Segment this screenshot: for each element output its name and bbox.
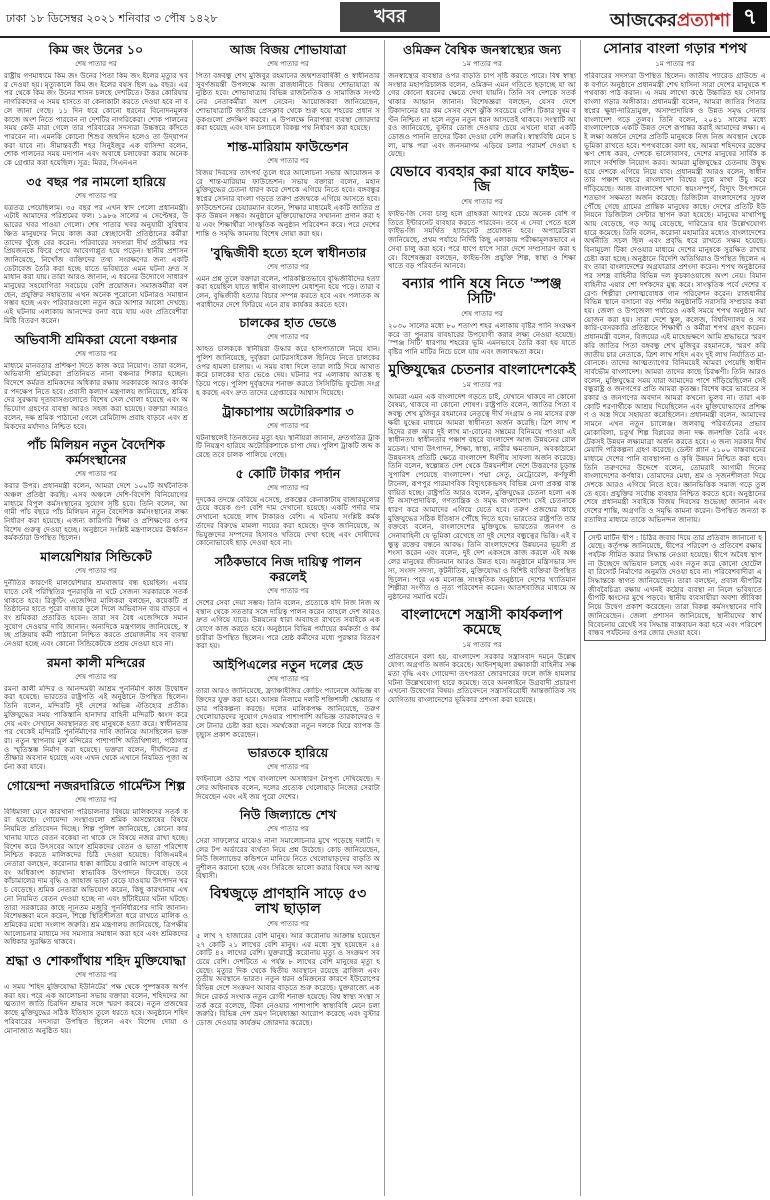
- article-headline: ৫ কোটি টাকার পর্দান: [235, 465, 341, 481]
- continuation-note: শেষ পাতার পর: [267, 763, 309, 772]
- article-body: আহত চালককে স্থানীয়রা উদ্ধার করে হাসপাতালে নিয়ে যান। পুলিশ জানিয়েছে, দুর্বৃত্তরা মোটরসাইকেল ছিনিয়ে নিতে চালকের ওপর হামলা চালায়। এ সময় বাধা দিলে তারা লাঠি দিয়ে আঘাত করে চালকের হাত ভেঙে দেয়। ঘটনার পর এলাকায় আতঙ্ক ছড়িয়ে পড়ে। পুলিশ দুর্বৃত্তদের শনাক্ত করতে সিসিটিভি ফুটেজ সংগ্রহ করছে এবং দ্রুত তাদের গ্রেপ্তারের আশ্বাস দিয়েছে।: [196, 345, 380, 397]
- continuation-note: শেষ পাতার পর: [267, 421, 309, 430]
- article-body: সেন্ট মার্টিন দ্বীপ : চিঠির জবাব দিয়ে তার প্রতিবাদ জানানো হয়েছে। কর্তৃপক্ষ জানিয়েছে, দ্বীপের পরিবেশ ও প্রতিবেশ রক্ষায় পর্যটক সীমিত করার সিদ্ধান্ত নেওয়া হয়েছে। দ্বীপে অবৈধ স্থাপনা উচ্ছেদে অভিযান চলছে এবং নতুন করে কোনো হোটেল বা রিসোর্ট নির্মাণের অনুমতি দেওয়া হবে না। পরিবেশবাদীরা এ সিদ্ধান্তকে স্বাগত জানিয়েছেন। তারা বলছেন, প্রবাল দ্বীপটির জীববৈচিত্র্য রক্ষায় এখনই কঠোর ব্যবস্থা না নিলে ভবিষ্যতে দ্বীপটি ধ্বংসের মুখে পড়বে। স্থানীয় ব্যবসায়ীরা অবশ্য জীবিকা নিয়ে উদ্বেগ প্রকাশ করেছেন। তারা বিকল্প কর্মসংস্থানের দাবি জানিয়েছেন। জেলা প্রশাসন জানিয়েছে, স্থানীয়দের স্বার্থ বিবেচনায় রেখেই সব সিদ্ধান্ত বাস্তবায়ন করা হবে এবং পরিবেশবান্ধব পর্যটনের ওপর জোর দেওয়া হবে।: [588, 533, 762, 638]
- continuation-note: শেষ পাতার পর: [267, 483, 309, 492]
- continuation-note: শেষ পাতার পর: [267, 919, 309, 928]
- continuation-note: শেষ পাতার পর: [267, 262, 309, 271]
- article-body: দুদকের তদন্তে বেরিয়ে এসেছে, প্রকল্পের কেনাকাটায় বাজারমূল্যের চেয়ে কয়েক গুণ বেশি দাম দেখানো হয়েছে। একটি পর্দার দাম দেখানো হয়েছে লাখ টাকারও বেশি। এ ঘটনায় সংশ্লিষ্ট কর্মকর্তাদের বিরুদ্ধে মামলা দায়ের করা হয়েছে। দুদক জানিয়েছে, অভিযুক্তদের সম্পদের হিসাবও খতিয়ে দেখা হচ্ছে এবং দোষীদের কোনোভাবেই ছাড় দেওয়া হবে না।: [196, 495, 380, 548]
- article-headline: আইপিএলের নতুন দলের হেড: [213, 657, 363, 673]
- article-headline: অভিবাসী শ্রমিকরা যেনো বঞ্চনার: [14, 331, 178, 347]
- continuation-note: শেষ পাতার পর: [75, 672, 117, 681]
- continuation-note: শেষ পাতার পর: [267, 675, 309, 684]
- article-headline: বিশ্বজুড়ে প্রাণহানি সাড়ে ৫৩ লাখ ছাড়াল: [209, 885, 367, 917]
- article-body: রাষ্ট্রীয় গণমাধ্যমে কিম জং উনের পিতা কিম জং ইলের মৃত্যুর খবর দেওয়া হয়। মৃত্যুকালে কিম জং ইলের বয়স ছিল ৬৯ বছর। এরপর থেকে কিম জং উনের শাসন চলছে দেশটিতে। উত্তর কোরিয়ার নাগরিকদের এ সময় হাসতে বা কেনাকাটা করতে দেওয়া হবে না বলে জানা গেছে। ১১ দিন ধরে কোনো ধরনের বিনোদনমূলক কাজে অংশ নিতে পারবেন না দেশটির নাগরিকেরা। শোক পালনের সময় কেউ মারা গেলে তার পরিবারের সদস্যরা উচ্চস্বরে কাঁদতে পারবেন না। এমনকি কোনো শিশুর জন্মদিন হলেও তা উদ্‌যাপন করা যাবে না। সীমান্তবর্তী শহর সিনুইজুর এক বাসিন্দা বলেন, শোক পালনের সময় মদ্যপান এবং অবাধে চলাফেরা করায় অনেককে গ্রেপ্তার করা হয়েছিল। সূত্র: মিরর, সিএনএন: [4, 72, 188, 168]
- article-body: তারা আরও জানিয়েছে, ফ্র্যাঞ্চাইজির কোচিং প্যানেলে অভিজ্ঞ ব্যক্তিদের যুক্ত করা হবে। আসন্ন নিলামে দলটি শক্তিশালী স্কোয়াড গড়ার পরিকল্পনা করছে। দলের মালিকপক্ষ জানিয়েছে, তরুণ খেলোয়াড়দের সুযোগ দেওয়ার পাশাপাশি অভিজ্ঞ তারকাদেরও দলে টানার চেষ্টা করা হবে। সমর্থকেরা নতুন দলকে ঘিরে ব্যাপক উচ্ছ্বাস প্রকাশ করেছেন।: [196, 687, 380, 739]
- article-body: ফাইভ-জি সেবা চালু হলে গ্রাহকরা আগের চেয়ে অনেক বেশি গতিতে ইন্টারনেট ব্যবহার করতে পারবেন। তবে এ সেবা পেতে হলে ফাইভ-জি সমর্থিত হ্যান্ডসেট প্রয়োজন হবে। অপারেটররা জানিয়েছে, প্রথম পর্যায়ে নির্দিষ্ট কিছু এলাকায় পরীক্ষামূলকভাবে এ সেবা চালু করা হবে। পরে ধাপে ধাপে সারা দেশে সম্প্রসারণ করা হবে। বিশেষজ্ঞরা বলছেন, ফাইভ-জি প্রযুক্তি শিল্প, স্বাস্থ্য ও শিক্ষা খাতে বড় পরিবর্তন আনবে।: [388, 210, 576, 271]
- article-headline: সোনার বাংলা গড়ার শপথ: [603, 41, 747, 57]
- article-body: ফাইনালে ওঠার পথে বাংলাদেশ অসাধারণ নৈপুণ্য দেখিয়েছে। দলের অধিনায়ক বলেন, দলের প্রত্যেক খেলোয়াড় নিজের সেরাটা দিয়েছেন এবং এই জয় পুরো দেশের।: [196, 775, 380, 801]
- article-body: বিজয় দিবসের তাৎপর্য তুলে ধরে আলোচনা সভার আয়োজন করে শান্ত-মারিয়াম ফাউন্ডেশন। সভায় বক্তারা বলেন, মহান মুক্তিযুদ্ধের চেতনা ধারণ করে দেশকে এগিয়ে নিতে হবে। বঙ্গবন্ধুর স্বপ্নের সোনার বাংলা গড়তে তরুণ প্রজন্মকে এগিয়ে আসতে হবে। ফাউন্ডেশনের চেয়ারম্যান বলেন, শিক্ষার মাধ্যমেই একটি জাতির প্রকৃত উন্নয়ন সম্ভব। অনুষ্ঠানে মুক্তিযোদ্ধাদের সম্মাননা প্রদান করা হয় এবং শিক্ষার্থীরা সাংস্কৃতিক অনুষ্ঠান পরিবেশন করে। পরে দেশের শান্তি ও সমৃদ্ধি কামনায় বিশেষ দোয়া করা হয়।: [196, 168, 380, 238]
- news-article: [196, 657, 380, 739]
- article-body: রমনা কালী মন্দির ও আনন্দময়ী আশ্রম পুনর্নির্মাণ কাজ উদ্বোধন করা হয়েছে। ভারতের রাষ্ট্রপতি এই অনুষ্ঠানে উপস্থিত ছিলেন। তিনি বলেন, মন্দিরটি দুই দেশের অভিন্ন ঐতিহ্যের প্রতীক। মুক্তিযুদ্ধের সময় পাকিস্তানি হানাদার বাহিনী মন্দিরটি ধ্বংস করে দেয় এবং সেখানে অবস্থানরত বহু মানুষকে হত্যা করে। স্বাধীনতার পর থেকেই মন্দিরটি পুনর্নির্মাণের দাবি জানিয়ে আসছিলেন ভক্তরা। নতুন স্থাপনায় মূল মন্দিরের পাশাপাশি অতিথিশালা, পাঠাগার ও স্মৃতিস্তম্ভ নির্মাণ করা হয়েছে। ভক্তরা বলেন, দীর্ঘদিনের প্রতীক্ষার অবসান হয়েছে এবং এখন থেকে এখানে নিয়মিত পূজা অর্চনা করা যাবে।: [4, 684, 188, 772]
- article-body: ঘটনাস্থলেই তিনজনের মৃত্যু হয়। স্থানীয়রা জানান, দ্রুতগতির ট্রাকটি নিয়ন্ত্রণ হারিয়ে অটোরিকশাকে চাপা দেয়। পুলিশ ট্রাকটি জব্দ করেছে তবে চালক পালিয়ে গেছে।: [196, 433, 380, 459]
- section-label: খবর: [340, 2, 440, 32]
- article-headline: বাংলাদেশে সন্ত্রাসী কার্যকলাপ কমেছে: [401, 606, 563, 638]
- continuation-note: শেষ পাতার পর: [75, 349, 117, 358]
- page-number: ৭: [733, 2, 767, 32]
- continuation-note: শেষ পাতার পর: [75, 971, 117, 980]
- news-article: [196, 139, 380, 239]
- news-article: [4, 332, 188, 432]
- continuation-note: শেষ পাতার পর: [75, 191, 117, 200]
- article-headline: যেভাবে ব্যবহার করা যাবে ফাইভ-জি: [389, 164, 575, 196]
- news-article: [4, 549, 188, 649]
- news-article: [4, 953, 188, 1035]
- article-headline: ট্রাকচাপায় অটোরিকশার ৩: [222, 403, 354, 419]
- continuation-note: শেষ পাতার পর: [461, 198, 503, 207]
- column-1: [4, 40, 193, 1196]
- news-article: [388, 608, 576, 705]
- article-headline: চালকের হাত ভেঙে: [239, 315, 337, 331]
- news-article: [388, 277, 576, 357]
- newspaper-logo: [610, 6, 730, 37]
- continuation-note: শেষ পাতার পর: [75, 567, 117, 576]
- continuation-note: শেষ পাতার পর: [461, 309, 503, 318]
- continuation-note: শেষ পাতার পর: [267, 333, 309, 342]
- article-headline: রমনা কালী মন্দিরের: [46, 654, 146, 670]
- article-headline: মুক্তিযুদ্ধের চেতনার বাংলাদেশকেই: [388, 361, 576, 378]
- article-headline: আজ বিজয় শোভাযাত্রা: [229, 42, 347, 57]
- news-article: [584, 531, 766, 641]
- news-article: [196, 245, 380, 310]
- news-article: [4, 42, 188, 168]
- news-article: [4, 655, 188, 772]
- continuation-note: শেষ পাতার পর: [267, 60, 309, 68]
- continuation-note: শেষ পাতার পর: [75, 795, 117, 804]
- article-body: সেরা সাফল্যের মাঝেও নানা সমালোচনার মুখে পড়েছে দলটি। দলের টপ অর্ডারের ব্যর্থতা নিয়ে প্রশ্ন উঠেছে। কোচ জানিয়েছেন, নিউ জিল্যান্ডের কন্ডিশনে মানিয়ে নিতে খেলোয়াড়দের বাড়তি অনুশীলন করানো হচ্ছে এবং সিরিজে ভালো করার বিষয়ে দল আত্মবিশ্বাসী।: [196, 837, 380, 881]
- news-article: [196, 745, 380, 801]
- news-article: [388, 165, 576, 271]
- date-line: ঢাকা ১৮ ডিসেম্বর ২০২১ শনিবার ৩ পৌষ ১৪২৮: [6, 12, 218, 25]
- news-article: [196, 315, 380, 397]
- article-headline: পাঁচ মিলিয়ন নতুন বৈদেশিক কর্মসংস্থানের: [27, 437, 165, 468]
- article-headline: ভারতকে হারিয়ে: [247, 745, 329, 761]
- news-article: [388, 363, 576, 602]
- continuation-note: শেষ পাতার পর: [75, 470, 117, 479]
- article-body: দুর্নীতির কারণেই মালয়েশিয়ার শ্রমবাজার বন্ধ হয়েছিল। এবার যাতে সেই পরিস্থিতির পুনরাবৃত্তি না ঘটে সেজন্য সরকারকে সতর্ক থাকতে হবে। রিক্রুটিং এজেন্সির মালিকরা বলছেন, কয়েকটি প্রতিষ্ঠানের হাতে পুরো বাজার তুলে দিলে অভিবাসন ব্যয় বাড়বে এবং শ্রমিকরা প্রতারিত হবেন। তারা সব বৈধ এজেন্সিকে সমান সুযোগ দেওয়ার দাবি জানান। অন্যদিকে মন্ত্রণালয় জানিয়েছে, স্বচ্ছ প্রক্রিয়ায় কর্মী পাঠানো নিশ্চিত করতে প্রয়োজনীয় সব ব্যবস্থা নেওয়া হচ্ছে এবং কোনো সিন্ডিকেটকে প্রশ্রয় দেওয়া হবে না।: [4, 579, 188, 649]
- continuation-note: শেষ পাতার পর: [267, 156, 309, 165]
- article-body: জনস্বাস্থ্যের ব্যবস্থার ওপর বাড়তি চাপ সৃষ্টি করতে পারে। বিশ্ব স্বাস্থ্য সংস্থার মহাপরিচালক বলেন, ওমিক্রন এমন গতিতে ছড়াচ্ছে যা আগের কোনো ধরনের ক্ষেত্রে দেখা যায়নি। তিনি সব দেশকে সতর্ক থাকার আহ্বান জানান। বিশেষজ্ঞরা বলছেন, যেসব দেশে টিকাদানের হার কম সেসব দেশে ঝুঁকি সবচেয়ে বেশি। টিকার সুষম বণ্টন নিশ্চিত না হলে নতুন নতুন ধরন আসতেই থাকবে। সংস্থাটি আরও জানিয়েছে, বুস্টার ডোজ দেওয়ার চেয়ে এখনো যারা একটি ডোজও পাননি তাদের টিকা দেওয়া বেশি জরুরি। স্বাস্থ্যবিধি মেনে চলা, মাস্ক পরা এবং জনসমাগম এড়িয়ে চলার পরামর্শ দেওয়া হয়েছে।: [388, 72, 576, 159]
- column-2: [196, 40, 385, 1196]
- article-headline: গোয়েন্দা নজরদারিতে গার্মেন্টস শিল্প: [6, 777, 186, 793]
- article-headline: সঠিকভাবে নিজ দায়িত্ব পালন করলেই: [214, 553, 362, 584]
- article-body: আমরা এমন এক বাংলাদেশ গড়তে চাই, যেখানে থাকবে না কোনো বৈষম্য, থাকবে না কোনো শোষণ। রাষ্ট্রপতি বলেন, জাতির পিতা বঙ্গবন্ধু শেখ মুজিবুর রহমানের নেতৃত্বে দীর্ঘ সংগ্রাম ও নয় মাসের রক্তক্ষয়ী যুদ্ধের মাধ্যমে আমরা স্বাধীনতা অর্জন করেছি। ত্রিশ লাখ শহিদের রক্ত আর দুই লাখ মা-বোনের সম্ভ্রমের বিনিময়ে পাওয়া এই স্বাধীনতা। স্বাধীনতার পঞ্চাশ বছরে বাংলাদেশ আজ উন্নয়নের রোল মডেল। খাদ্য উৎপাদন, শিক্ষা, স্বাস্থ্য, নারীর ক্ষমতায়ন, অবকাঠামো উন্নয়নসহ প্রতিটি ক্ষেত্রে বাংলাদেশ ঈর্ষণীয় সাফল্য অর্জন করেছে। তিনি বলেন, স্বল্পোন্নত দেশ থেকে উন্নয়নশীল দেশে উত্তরণের চূড়ান্ত সুপারিশ পেয়েছে বাংলাদেশ। পদ্মা সেতু, মেট্রোরেল, কর্ণফুলী টানেল, রূপপুর পারমাণবিক বিদ্যুৎকেন্দ্রসহ বিভিন্ন মেগা প্রকল্প বাস্তবায়িত হচ্ছে। রাষ্ট্রপতি আরও বলেন, মুক্তিযুদ্ধের চেতনা হলো একটি অসাম্প্রদায়িক, গণতান্ত্রিক ও সমৃদ্ধ বাংলাদেশ। সেই চেতনাকে ধারণ করে আমাদের এগিয়ে যেতে হবে। তরুণ প্রজন্মের কাছে মুক্তিযুদ্ধের সঠিক ইতিহাস পৌঁছে দিতে হবে। ভারতের রাষ্ট্রপতি তার বক্তব্যে বলেন, বাংলাদেশের মুক্তিযুদ্ধে ভারতের জনগণ ও সেনাবাহিনী যে ভূমিকা রেখেছে তা দুই দেশের বন্ধুত্বের ভিত্তি। এই বন্ধুত্ব রক্তের বন্ধনে আবদ্ধ। তিনি বাংলাদেশের উন্নয়নের ভূয়সী প্রশংসা করেন এবং বলেন, দুই দেশ একসঙ্গে কাজ করলে এই অঞ্চলের মানুষের জীবনমান আরও উন্নত হবে। অনুষ্ঠানে মন্ত্রিসভার সদস্য, সংসদ সদস্য, কূটনীতিক, মুক্তিযোদ্ধা ও বিশিষ্ট ব্যক্তিরা উপস্থিত ছিলেন। পরে এক মনোজ্ঞ সাংস্কৃতিক অনুষ্ঠানে দেশের খ্যাতিমান শিল্পীরা সংগীত ও নৃত্য পরিবেশন করেন। আতশবাজির মাধ্যমে অনুষ্ঠানের সমাপ্তি ঘটে।: [388, 392, 576, 601]
- article-body: এ সময় 'শহিদ মুক্তিযোদ্ধা ইউনিটের' পক্ষ থেকে পুষ্পস্তবক অর্পণ করা হয়। পরে এক আলোচনা সভায় বক্তারা বলেন, শহিদদের আত্মত্যাগ জাতি চিরদিন শ্রদ্ধার সঙ্গে স্মরণ করবে। নতুন প্রজন্মের কাছে মুক্তিযুদ্ধের সঠিক ইতিহাস তুলে ধরতে হবে। অনুষ্ঠানে শহিদ পরিবারের সদস্যরা উপস্থিত ছিলেন এবং বিশেষ দোয়া ও মোনাজাত অনুষ্ঠিত হয়।: [4, 983, 188, 1035]
- article-body: বিধিমালা মেনে কারখানা পরিচালনার বিষয়ে মালিকদের সতর্ক করা হয়েছে। গোয়েন্দা সংস্থাগুলো শ্রমিক অসন্তোষের বিষয়ে নিয়মিত প্রতিবেদন দিচ্ছে। শিল্প পুলিশ জানিয়েছে, কোনো কারখানায় যাতে বেতন বকেয়া না থাকে সে বিষয়ে নজর রাখা হচ্ছে। বিশেষ করে উৎসবের আগে শ্রমিকদের বেতন ও ভাতা পরিশোধ নিশ্চিত করতে মালিকদের চিঠি দেওয়া হয়েছে। বিজিএমইএ নেতারা বলছেন, করোনার ধাক্কা কাটিয়ে রপ্তানি আদেশ বাড়ছে এবং অধিকাংশ কারখানা স্বাভাবিক উৎপাদনে ফিরেছে। তবে কাঁচামালের দাম বৃদ্ধি ও জাহাজ ভাড়া বেড়ে যাওয়ায় উৎপাদন খরচ বেড়েছে। শ্রমিক নেতারা অভিযোগ করেন, কিছু কারখানায় এখনো নিয়মিত বেতন দেওয়া হচ্ছে না এবং ছাঁটাইয়ের ঘটনা ঘটছে। তারা সরকারের কাছে ন্যূনতম মজুরি পুনর্নির্ধারণের দাবি জানান। বিশেষজ্ঞরা মনে করেন, শিল্পে স্থিতিশীলতা ধরে রাখতে মালিক ও শ্রমিকের মধ্যে সংলাপ জরুরি। শ্রম মন্ত্রণালয় জানিয়েছে, ত্রিপক্ষীয় আলোচনার মাধ্যমে সব সমস্যার সমাধান করা হবে এবং শ্রমিকদের অধিকার সুরক্ষিত থাকবে।: [4, 807, 188, 947]
- news-article: [584, 42, 766, 525]
- news-article: [196, 466, 380, 548]
- news-article: [196, 42, 380, 133]
- continuation-note: শেষ পাতার পর: [267, 825, 309, 834]
- news-article: [4, 778, 188, 947]
- article-headline: শ্রদ্ধা ও শোকগাঁথায় শহিদ মুক্তিযোদ্ধা: [6, 953, 186, 969]
- continuation-note: শেষ পাতার পর: [267, 586, 309, 595]
- continuation-note: শেষ পাতার পর: [75, 60, 117, 68]
- news-article: [196, 887, 380, 1028]
- article-body: পরিবারের সদস্যরা উপস্থিত ছিলেন। জাতীয় প্যারেড গ্রাউন্ডে এক বর্ণাঢ্য অনুষ্ঠানে প্রধানমন্ত্রী শেখ হাসিনা সারা দেশের মানুষকে শপথবাক্য পাঠ করান। এ সময় লাখো কণ্ঠে উচ্চারিত হয় সোনার বাংলা গড়ার অঙ্গীকার। প্রধানমন্ত্রী বলেন, আমরা জাতির পিতার স্বপ্নের ক্ষুধা-দারিদ্র্যমুক্ত, অসাম্প্রদায়িক ও উন্নত সমৃদ্ধ সোনার বাংলাদেশ গড়ে তুলব। তিনি বলেন, ২০৪১ সালের মধ্যে বাংলাদেশকে একটি উন্নত দেশে রূপান্তর করাই আমাদের লক্ষ্য। এই লক্ষ্য অর্জনে দেশের প্রতিটি মানুষকে নিজ নিজ অবস্থান থেকে ভূমিকা রাখতে হবে। শপথবাক্যে বলা হয়, আমরা শহিদদের রক্তের ঋণ শোধ করব, দেশকে ভালোবাসব, দেশের মানুষের সার্বিক কল্যাণে সর্বশক্তি নিয়োগ করব। আমরা মুক্তিযুদ্ধের চেতনায় উদ্বুদ্ধ হয়ে দেশকে এগিয়ে নিয়ে যাব। প্রধানমন্ত্রী আরও বলেন, স্বাধীনতার পঞ্চাশ বছরে বাংলাদেশ বিশ্বের বুকে মাথা উঁচু করে দাঁড়িয়েছে। আজ বাংলাদেশ খাদ্যে স্বয়ংসম্পূর্ণ, বিদ্যুৎ উৎপাদনে শতভাগ সক্ষমতা অর্জন করেছে। ডিজিটাল বাংলাদেশের সুফল পৌঁছে গেছে গ্রামের প্রান্তিক মানুষের কাছে। দেশের প্রতিটি ইউনিয়নে ডিজিটাল সেন্টার স্থাপন করা হয়েছে। মানুষের মাথাপিছু আয় বেড়েছে, গড় আয়ু বেড়েছে, দারিদ্র্যের হার উল্লেখযোগ্য হারে কমেছে। তিনি বলেন, করোনা মহামারির মধ্যেও বাংলাদেশের অর্থনীতি সচল ছিল এবং প্রবৃদ্ধি ধরে রাখতে সক্ষম হয়েছে। বিনামূল্যে টিকা দেওয়ার মাধ্যমে দেশের মানুষকে সুরক্ষিত রাখার চেষ্টা করা হচ্ছে। অনুষ্ঠানে বিদেশি অতিথিরাও উপস্থিত ছিলেন এবং তারা বাংলাদেশের অগ্রযাত্রার প্রশংসা করেন। শপথ অনুষ্ঠানের পর সশস্ত্র বাহিনীর বিভিন্ন দল কুচকাওয়াজে অংশ নেয়। বিমান বাহিনীর এয়ার শো দর্শকদের মুগ্ধ করে। সাংস্কৃতিক পর্বে দেশের বরেণ্য শিল্পীরা দেশাত্মবোধক গান পরিবেশন করেন। রাজধানীর বিভিন্ন স্থানে বসানো বড় পর্দায় অনুষ্ঠানটি সরাসরি সম্প্রচার করা হয়। জেলা ও উপজেলা পর্যায়েও একই সময়ে শপথ অনুষ্ঠান আয়োজন করা হয়। সারা দেশে স্কুল, কলেজ, বিশ্ববিদ্যালয় ও সরকারি-বেসরকারি প্রতিষ্ঠানে শিক্ষার্থী ও কর্মীরা শপথ গ্রহণ করেন। প্রধানমন্ত্রী বলেন, বিজয়ের এই মাহেন্দ্রক্ষণে আমি শ্রদ্ধাভরে স্মরণ করি জাতির পিতা বঙ্গবন্ধু শেখ মুজিবুর রহমানকে, স্মরণ করি জাতীয় চার নেতাকে, ত্রিশ লাখ শহিদ এবং দুই লাখ নির্যাতিত মা-বোনকে। তাদের আত্মত্যাগের বিনিময়েই আমরা পেয়েছি স্বাধীন সার্বভৌম বাংলাদেশ। আমরা তাদের কাছে চিরঋণী। তিনি আরও বলেন, মুক্তিযুদ্ধের সময় যারা আমাদের পাশে দাঁড়িয়েছিলেন সেই বন্ধুরাষ্ট্র ও জনগণের প্রতি আমরা কৃতজ্ঞ। বিশেষ করে ভারতের সরকার ও জনগণের অবদান আমরা কখনো ভুলব না। তারা এক কোটি শরণার্থীকে আশ্রয় দিয়েছিলেন এবং মুক্তিযোদ্ধাদের প্রশিক্ষণ ও অস্ত্র দিয়ে সহায়তা করেছিলেন। প্রধানমন্ত্রী বলেন, আমাদের সামনে এখন নতুন চ্যালেঞ্জ। জলবায়ু পরিবর্তনের প্রভাব মোকাবিলা, চতুর্থ শিল্প বিপ্লবের জন্য দক্ষ জনশক্তি তৈরি এবং টেকসই উন্নয়ন লক্ষ্যমাত্রা অর্জন করতে হবে। এ জন্য সরকার দীর্ঘমেয়াদি পরিকল্পনা গ্রহণ করেছে। ডেল্টা প্ল্যান ২১০০ বাস্তবায়নের মাধ্যমে দেশের পানি ব্যবস্থাপনা ও কৃষি উন্নয়ন নিশ্চিত করা হবে। তিনি তরুণদের উদ্দেশে বলেন, তোমরাই আগামী দিনের বাংলাদেশের কর্ণধার। তোমাদের মেধা, শ্রম ও সৃজনশীলতা দিয়ে দেশকে আরও এগিয়ে নিতে হবে। জ্ঞানভিত্তিক সমাজ গড়ে তুলতে হবে। প্রযুক্তির সর্বোচ্চ ব্যবহার নিশ্চিত করতে হবে। অনুষ্ঠানের শেষে প্রধানমন্ত্রী সবাইকে বিজয় দিবসের শুভেচ্ছা জানান এবং দেশের শান্তি, অগ্রগতি ও সমৃদ্ধি কামনা করেন। উপস্থিত জনতা করতালির মাধ্যমে তাকে অভিনন্দন জানায়।: [584, 72, 766, 524]
- article-body: ৫ লাখ ৭ হাজারের বেশি মানুষ। আর করোনায় আক্রান্ত হয়েছেন ২৭ কোটি ২১ লাখের বেশি মানুষ। এর মধ্যে সুস্থ হয়েছেন ২৪ কোটি ৪২ লাখের বেশি। যুক্তরাষ্ট্রে করোনায় মৃত্যু ও সংক্রমণ সবচেয়ে বেশি। দেশটিতে এ পর্যন্ত ৮ লাখের বেশি মানুষের মৃত্যু হয়েছে। মৃত্যুর দিক থেকে দ্বিতীয় অবস্থানে রয়েছে ব্রাজিল এবং তৃতীয় অবস্থানে ভারত। নতুন ধরন ওমিক্রনের কারণে ইউরোপের বিভিন্ন দেশে সংক্রমণ আবার বাড়তে শুরু করেছে। যুক্তরাজ্যে এক দিনে রেকর্ড সংখ্যক নতুন রোগী শনাক্ত হয়েছে। বিশ্ব স্বাস্থ্য সংস্থা সতর্ক করে বলেছে, টিকা নেওয়ার পাশাপাশি স্বাস্থ্যবিধি মেনে চলা জরুরি। বিভিন্ন দেশ ভ্রমণ নিষেধাজ্ঞা আরোপ করেছে এবং বুস্টার ডোজ দেওয়ার কার্যক্রম জোরদার করেছে।: [196, 931, 380, 1027]
- news-article: [196, 554, 380, 651]
- article-body: মাধ্যমে মানবতার প্রশিক্ষণ দিতে কাজ করে নিয়োগ। তারা বলেন, অভিবাসী শ্রমিকেরা প্রতিনিয়ত নানা বঞ্চনার শিকার হচ্ছেন। বিদেশে কর্মরত শ্রমিকদের অধিকার রক্ষায় সরকারকে আরও কার্যকর পদক্ষেপ নিতে হবে। প্রবাসী কল্যাণ মন্ত্রণালয় জানিয়েছে, শ্রমিকদের সুরক্ষায় দূতাবাসগুলোতে বিশেষ সেল খোলা হয়েছে এবং অভিযোগ গ্রহণের ব্যবস্থা আরও সহজ করা হয়েছে। বক্তারা আরও বলেন, দক্ষ শ্রমিক পাঠানো গেলে রেমিট্যান্স প্রবাহ বাড়বে এবং শ্রমিকদের মর্যাদাও নিশ্চিত হবে।: [4, 361, 188, 431]
- article-headline: 'বুদ্ধিজীবী হত্যে হলে স্বাধীনতার: [209, 244, 367, 260]
- article-body: দেশের সেবা দেয়া সম্ভব। তিনি বলেন, প্রত্যেকে যদি নিজ নিজ অবস্থান থেকে সততার সঙ্গে দায়িত্ব পালন করেন তাহলে দেশ আরও দ্রুত এগিয়ে যাবে। উন্নয়নের ধারা অব্যাহত রাখতে সবাইকে একযোগে কাজ করতে হবে। অনুষ্ঠানে বিভিন্ন পর্যায়ের কর্মকর্তা ও কর্মচারীরা উপস্থিত ছিলেন। পরে শ্রেষ্ঠ কর্মীদের মধ্যে পুরস্কার বিতরণ করা হয়।: [196, 598, 380, 651]
- article-body: পিতা বঙ্গবন্ধু শেখ মুজিবুর রহমানের জন্মশতবার্ষিকী ও স্বাধীনতার সুবর্ণজয়ন্তী উপলক্ষে আজ রাজধানীতে বিজয় শোভাযাত্রা অনুষ্ঠিত হবে। শোভাযাত্রায় বিভিন্ন রাজনৈতিক ও সামাজিক সংগঠনের নেতাকর্মীরা অংশ নেবেন। আয়োজকরা জানিয়েছেন, শোভাযাত্রাটি জাতীয় প্রেসক্লাব থেকে শুরু হয়ে শহরের প্রধান সড়কগুলো প্রদক্ষিণ করবে। এ উপলক্ষে নিরাপত্তা ব্যবস্থা জোরদার করা হয়েছে এবং যান চলাচলে বিকল্প পথ নির্ধারণ করা হয়েছে।: [196, 72, 380, 133]
- column-3: [388, 40, 581, 1196]
- article-headline: ওমিক্রন বৈশ্বিক জনস্বাস্থ্যের জন্য: [402, 42, 562, 57]
- news-article: [196, 404, 380, 460]
- article-body: ২০৩০ সালের মধ্যে ৮০ শতাংশ শহর এলাকায় বৃষ্টির পানি সংরক্ষণ করে তা পুনরায় ব্যবহারের উপযোগী করার লক্ষ্য নেওয়া হয়েছে। 'স্পঞ্জ সিটি' ধারণায় শহরের ভূমি এমনভাবে তৈরি করা হয় যাতে বৃষ্টির পানি মাটির নিচে চলে যায় এবং জলাবদ্ধতা কমে।: [388, 321, 576, 357]
- continuation-note: ১ম পাতার পর: [655, 60, 695, 68]
- logo-accent: প্রত্যাশা: [676, 10, 731, 31]
- article-headline: কিম জং উনের ১০: [48, 42, 144, 57]
- continuation-note: ১ম পাতার পর: [462, 640, 502, 649]
- news-article: [4, 437, 188, 543]
- article-headline: শান্ত-মারিয়াম ফাউন্ডেশন: [227, 138, 349, 154]
- article-body: প্রতিবেদনে বলা হয়, বাংলাদেশ সরকার সন্ত্রাসবাদ দমনে উল্লেখযোগ্য অগ্রগতি অর্জন করেছে। আইনশৃঙ্খলা রক্ষাকারী বাহিনীর সক্ষমতা বৃদ্ধি এবং গোয়েন্দা তৎপরতা জোরদারের ফলে জঙ্গি হামলার ঘটনা উল্লেখযোগ্য হারে কমেছে। তবে অনলাইনে উগ্রবাদী প্রচারণা এখনো উদ্বেগের বিষয়। প্রতিবেদনে সন্ত্রাসবিরোধী আন্তর্জাতিক সহযোগিতায় বাংলাদেশের ভূমিকার প্রশংসা করা হয়েছে।: [388, 652, 576, 705]
- continuation-note: ১ম পাতার পর: [462, 380, 502, 389]
- article-body: এমন প্রশ্ন তুলে বক্তারা বলেন, পরিকল্পিতভাবে বুদ্ধিজীবীদের হত্যা করা হয়েছিল যাতে স্বাধীন বাংলাদেশ মেধাশূন্য হয়ে পড়ে। তারা বলেন, বুদ্ধিজীবী হত্যার বিচার সম্পন্ন করতে হবে এবং পলাতক অপরাধীদের দেশে ফিরিয়ে এনে রায় কার্যকর করতে হবে।: [196, 274, 380, 309]
- article-headline: বন্যার পানি ষষে নিতে 'স্পঞ্জ সিটি': [402, 275, 562, 307]
- article-headline: ৩৫ বছর পর নামলো হারিয়ে: [26, 173, 166, 189]
- logo-main: আজকের: [610, 10, 677, 31]
- article-headline: মালয়েশিয়ার সিন্ডিকেট: [40, 549, 152, 565]
- page-header: [0, 0, 770, 38]
- article-headline: নিউ জিল্যান্ডে শেখ: [239, 807, 337, 823]
- news-article: [388, 42, 576, 159]
- article-body: যত্রতত্র পেয়েছিলাম। ৩৫ বছর পর এখন স্বাদ পেলো প্রধানমন্ত্রী। এটাই আমাদের পরিশ্রমের ফল। ১৯৮৬ সালের এ সেপ্টেম্বর, উদ্ধারের খবর পাওয়া গেলো। শেষ পাতার খবর অনুযায়ী সুবিধাবঞ্চিত মানুষদের নিয়ে কাজ করা স্বেচ্ছাসেবী প্রতিষ্ঠানের কর্মীরা তাদের খুঁজে বের করেন। পরিবারের সদস্যরা দীর্ঘ প্রতীক্ষার পর প্রিয়জনকে ফিরে পেয়ে আবেগাপ্লুত হয়ে পড়েন। স্থানীয় প্রশাসন জানিয়েছে, নিখোঁজ ব্যক্তিদের তথ্য সংরক্ষণের জন্য একটি ডেটাবেজ তৈরি করা হচ্ছে যাতে ভবিষ্যতে এমন ঘটনা দ্রুত সমাধান করা যায়। তারা আরও জানান, এ ধরনের উদ্যোগে সাধারণ মানুষের সহযোগিতা সবচেয়ে বেশি প্রয়োজন। সমাজকর্মীরা বলছেন, প্রযুক্তির সহায়তায় এখন অনেক পুরোনো ঘটনারও সমাধান সম্ভব হচ্ছে এবং পরিবারগুলো নতুন করে আশার আলো দেখছে। এই ঘটনায় এলাকায় আনন্দের বন্যা বয়ে যায় এবং প্রতিবেশীরা মিষ্টি বিতরণ করেন।: [4, 203, 188, 325]
- article-body: করার উপর। প্রধানমন্ত্রী বলেন, আমরা দেশে ১০০টি অর্থনৈতিক অঞ্চল প্রতিষ্ঠা করছি। এসব অঞ্চলে দেশি-বিদেশি বিনিয়োগের মাধ্যমে বিপুল কর্মসংস্থানের সুযোগ সৃষ্টি হবে। তিনি বলেন, আগামী পাঁচ বছরে পাঁচ মিলিয়ন নতুন বৈদেশিক কর্মসংস্থানের লক্ষ্য নির্ধারণ করা হয়েছে। এজন্য কারিগরি শিক্ষা ও প্রশিক্ষণের ওপর বিশেষ গুরুত্ব দেওয়া হচ্ছে। অনুষ্ঠানে সংশ্লিষ্ট মন্ত্রণালয়ের ঊর্ধ্বতন কর্মকর্তারা উপস্থিত ছিলেন।: [4, 482, 188, 543]
- column-4: [584, 40, 766, 1196]
- news-article: [4, 174, 188, 326]
- continuation-note: ১ম পাতার পর: [462, 60, 502, 68]
- news-article: [196, 807, 380, 881]
